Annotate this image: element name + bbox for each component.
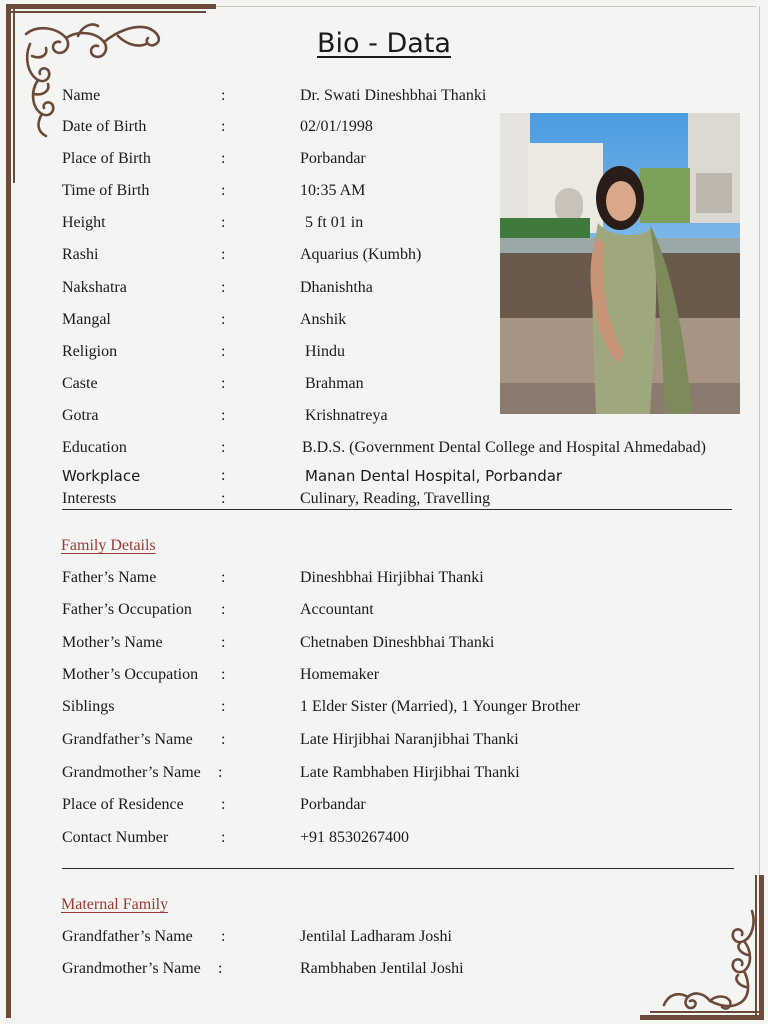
detail-separator: : bbox=[221, 698, 226, 715]
divider bbox=[62, 868, 734, 869]
detail-value: 5 ft 01 in bbox=[305, 214, 364, 231]
detail-separator: : bbox=[221, 634, 226, 651]
profile-photo bbox=[500, 113, 740, 414]
family-row-residence bbox=[0, 796, 768, 820]
detail-separator: : bbox=[221, 343, 226, 360]
detail-label: Time of Birth bbox=[62, 182, 150, 199]
detail-value: Brahman bbox=[305, 375, 364, 392]
detail-separator: : bbox=[221, 87, 226, 104]
detail-label: Contact Number bbox=[62, 829, 169, 846]
detail-value: Hindu bbox=[305, 343, 345, 360]
detail-value: Chetnaben Dineshbhai Thanki bbox=[300, 634, 495, 651]
detail-value: Anshik bbox=[300, 311, 347, 328]
detail-separator: : bbox=[221, 829, 226, 846]
detail-separator: : bbox=[221, 407, 226, 424]
detail-value: Krishnatreya bbox=[305, 407, 388, 424]
detail-separator: : bbox=[221, 375, 226, 392]
detail-label: Grandfather’s Name bbox=[62, 731, 193, 748]
detail-separator: : bbox=[221, 311, 226, 328]
detail-value: 02/01/1998 bbox=[300, 118, 373, 135]
maternal-row-grandfather-name bbox=[0, 928, 768, 952]
detail-separator: : bbox=[221, 439, 226, 456]
detail-separator: : bbox=[221, 731, 226, 748]
detail-label: Father’s Occupation bbox=[62, 601, 192, 618]
detail-row-workplace bbox=[0, 467, 768, 491]
family-row-mother-occupation bbox=[0, 666, 768, 690]
detail-label: Rashi bbox=[62, 246, 99, 263]
maternal-row-grandmother-name bbox=[0, 960, 768, 984]
divider bbox=[62, 509, 732, 510]
detail-label: Grandmother’s Name bbox=[62, 960, 201, 977]
detail-label: Grandfather’s Name bbox=[62, 928, 193, 945]
detail-label: Workplace bbox=[62, 467, 141, 485]
border-top bbox=[6, 4, 216, 9]
detail-separator: : bbox=[218, 960, 223, 977]
detail-value: Aquarius (Kumbh) bbox=[300, 246, 422, 263]
detail-label: Caste bbox=[62, 375, 98, 392]
detail-label: Mother’s Name bbox=[62, 634, 163, 651]
detail-value: 1 Elder Sister (Married), 1 Younger Brother bbox=[300, 698, 580, 715]
detail-separator: : bbox=[221, 214, 226, 231]
detail-label: Nakshatra bbox=[62, 279, 127, 296]
detail-label: Mother’s Occupation bbox=[62, 666, 199, 683]
detail-value: Rambhaben Jentilal Joshi bbox=[300, 960, 464, 977]
detail-label: Height bbox=[62, 214, 106, 231]
detail-value: Dineshbhai Hirjibhai Thanki bbox=[300, 569, 484, 586]
detail-label: Place of Birth bbox=[62, 150, 151, 167]
detail-separator: : bbox=[221, 928, 226, 945]
border-top-inner bbox=[6, 11, 206, 13]
detail-row-name bbox=[0, 87, 768, 111]
detail-separator: : bbox=[221, 246, 226, 263]
detail-separator: : bbox=[221, 118, 226, 135]
detail-value: Manan Dental Hospital, Porbandar bbox=[305, 467, 563, 485]
detail-separator: : bbox=[221, 150, 226, 167]
detail-separator: : bbox=[221, 666, 226, 683]
detail-value: Late Rambhaben Hirjibhai Thanki bbox=[300, 764, 520, 781]
border-bottom bbox=[640, 1015, 764, 1020]
detail-row-interests bbox=[0, 490, 768, 514]
family-row-grandfather-name bbox=[0, 731, 768, 755]
detail-value: Porbandar bbox=[300, 150, 366, 167]
detail-value: Late Hirjibhai Naranjibhai Thanki bbox=[300, 731, 519, 748]
family-row-grandmother-name bbox=[0, 764, 768, 788]
detail-value: Culinary, Reading, Travelling bbox=[300, 490, 491, 507]
detail-label: Religion bbox=[62, 343, 118, 360]
section-heading-family: Family Details bbox=[61, 537, 156, 554]
page-title bbox=[0, 28, 768, 59]
detail-value: 10:35 AM bbox=[300, 182, 366, 199]
detail-value: Dr. Swati Dineshbhai Thanki bbox=[300, 87, 487, 104]
border-top-line bbox=[216, 6, 756, 7]
family-row-father-name bbox=[0, 569, 768, 593]
detail-separator: : bbox=[221, 182, 226, 199]
detail-label: Grandmother’s Name bbox=[62, 764, 201, 781]
detail-separator: : bbox=[221, 796, 226, 813]
detail-value: Jentilal Ladharam Joshi bbox=[300, 928, 452, 945]
family-row-mother-name bbox=[0, 634, 768, 658]
detail-row-education bbox=[0, 439, 768, 463]
detail-label: Siblings bbox=[62, 698, 115, 715]
detail-value: B.D.S. (Government Dental College and Hospital Ahmedabad) bbox=[302, 439, 706, 456]
detail-label: Name bbox=[62, 87, 101, 104]
detail-label: Education bbox=[62, 439, 127, 456]
detail-value: Dhanishtha bbox=[300, 279, 373, 296]
family-row-father-occupation bbox=[0, 601, 768, 625]
detail-separator: : bbox=[221, 490, 226, 507]
detail-label: Mangal bbox=[62, 311, 111, 328]
detail-separator: : bbox=[218, 764, 223, 781]
detail-separator: : bbox=[221, 467, 226, 484]
detail-label: Gotra bbox=[62, 407, 99, 424]
detail-value: +91 8530267400 bbox=[300, 829, 410, 846]
detail-value: Porbandar bbox=[300, 796, 366, 813]
detail-separator: : bbox=[221, 279, 226, 296]
family-row-siblings bbox=[0, 698, 768, 722]
section-heading-maternal: Maternal Family bbox=[61, 896, 169, 913]
detail-label: Date of Birth bbox=[62, 118, 147, 135]
detail-value: Homemaker bbox=[300, 666, 380, 683]
detail-separator: : bbox=[221, 569, 226, 586]
detail-label: Interests bbox=[62, 490, 117, 507]
family-row-contact-number bbox=[0, 829, 768, 853]
detail-separator: : bbox=[221, 601, 226, 618]
detail-label: Place of Residence bbox=[62, 796, 184, 813]
detail-label: Father’s Name bbox=[62, 569, 157, 586]
detail-value: Accountant bbox=[300, 601, 374, 618]
title-text: Bio - Data bbox=[317, 28, 451, 59]
